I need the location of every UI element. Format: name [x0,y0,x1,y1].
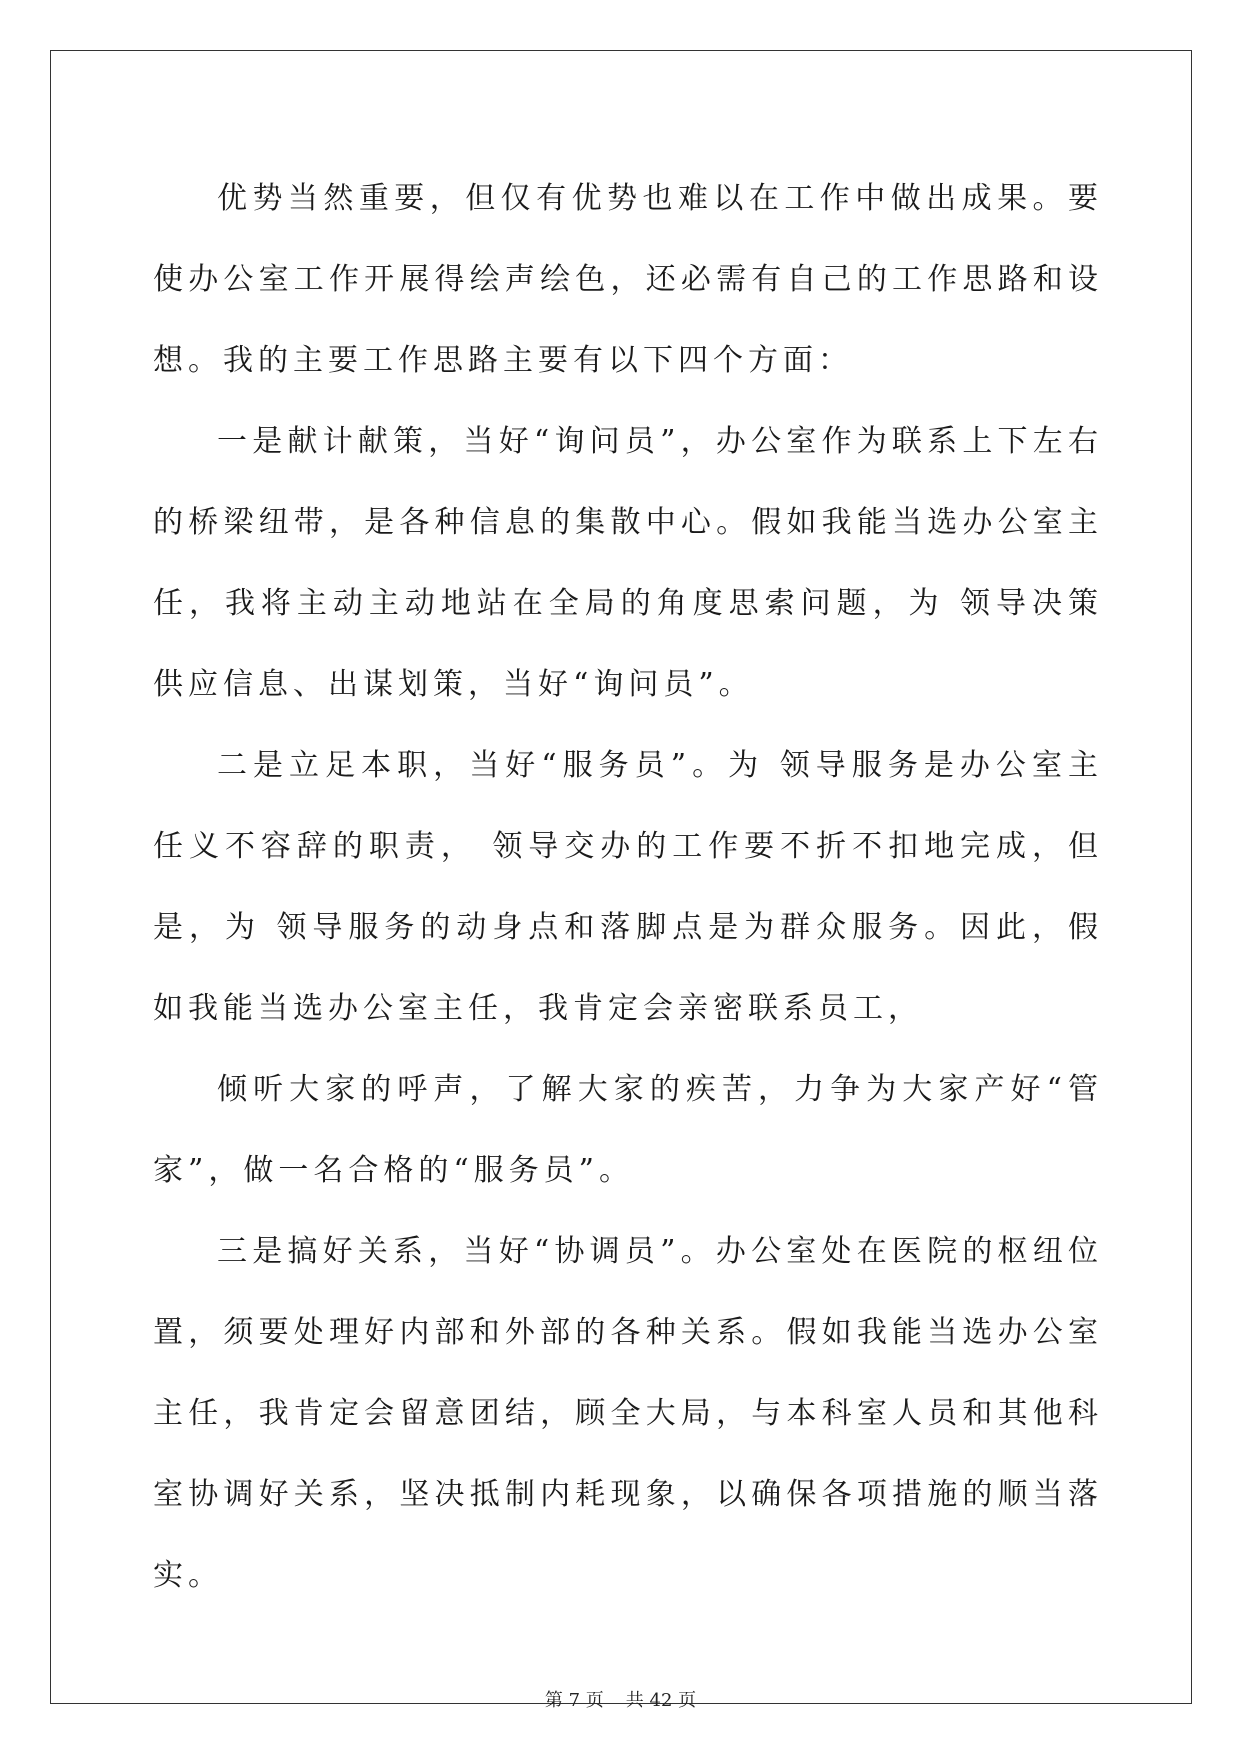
paragraph-coordinator-role: 三是搞好关系，当好“协调员”。办公室处在医院的枢纽位置，须要处理好内部和外部的各种关系。假如我能当选办公室主任，我肯定会留意团结，顾全大局，与本科室人员和其他科室协调好关系，坚决抵制内耗现象，以确保各项措施的顺当落实。 [153,1234,1103,1593]
paragraph-work-ideas-intro: 优势当然重要，但仅有优势也难以在工作中做出成果。要使办公室工作开展得绘声绘色，还必需有自己的工作思路和设想。我的主要工作思路主要有以下四个方面： [153,181,1103,378]
paragraph-advisor-role: 一是献计献策，当好“询问员”，办公室作为联系上下左右的桥梁纽带，是各种信息的集散中心。假如我能当选办公室主任，我将主动主动地站在全局的角度思索问题，为 领导决策供应信息、出谋划策，当好“询问员”。 [153,424,1103,702]
document-body [153,158,1103,1616]
page-number-current: 第 7 页 [544,1690,604,1711]
page-number-total: 共 42 页 [625,1690,697,1711]
page-footer [0,1686,1241,1712]
paragraph-service-role-continued: 倾听大家的呼声，了解大家的疾苦，力争为大家产好“管家”，做一名合格的“服务员”。 [153,1072,1103,1188]
paragraph-service-role: 二是立足本职，当好“服务员”。为 领导服务是办公室主任义不容辞的职责， 领导交办的工作要不折不扣地完成，但是，为 领导服务的动身点和落脚点是为群众服务。因此，假如我能当选办公室主任，我肯定会亲密联系员工， [153,748,1103,1026]
